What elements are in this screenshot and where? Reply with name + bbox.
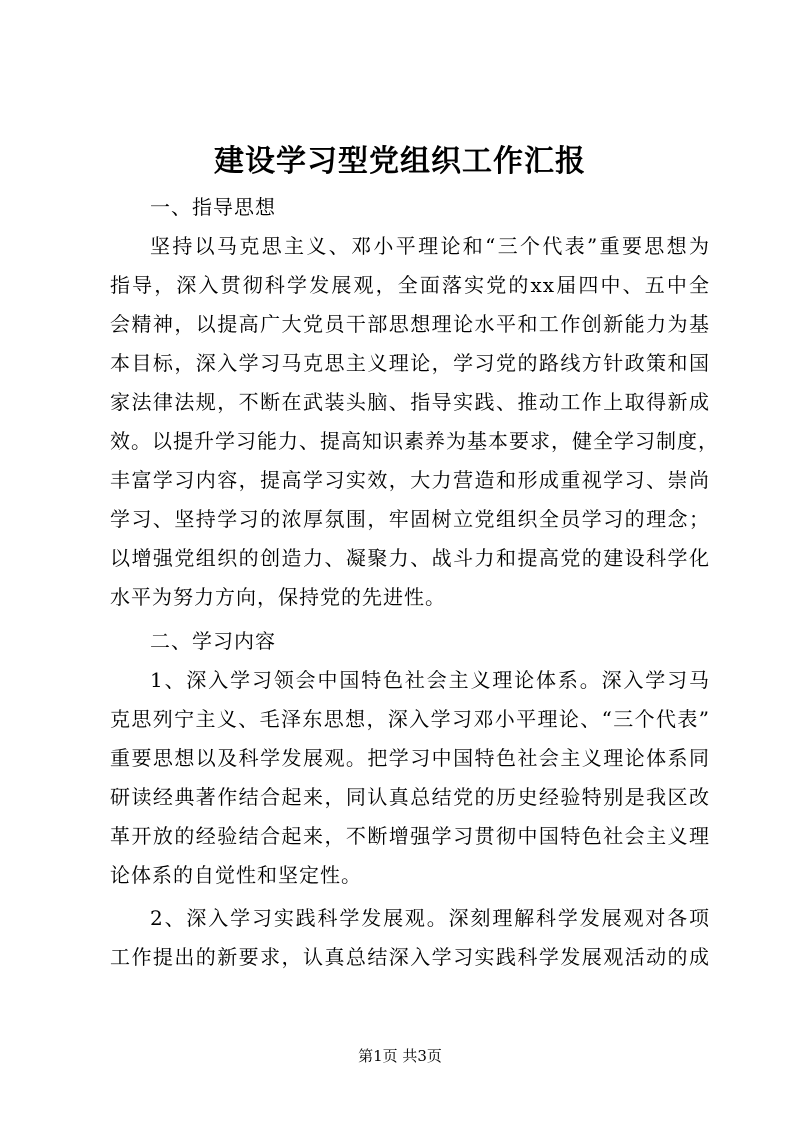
paragraph-line: 家法律法规，不断在武装头脑、指导实践、推动工作上取得新成 [110, 390, 710, 414]
section-heading: 二、学习内容 [150, 629, 276, 653]
paragraph-line: 学习、坚持学习的浓厚氛围，牢固树立党组织全员学习的理念； [110, 507, 710, 531]
paragraph-line: 本目标，深入学习马克思主义理论，学习党的路线方针政策和国 [110, 351, 710, 375]
paragraph-line: 论体系的自觉性和坚定性。 [110, 863, 362, 887]
paragraph-line: 指导，深入贯彻科学发展观，全面落实党的xx届四中、五中全 [110, 273, 710, 297]
paragraph-line: 效。以提升学习能力、提高知识素养为基本要求，健全学习制度， [110, 429, 719, 453]
paragraph [110, 899, 710, 977]
paragraph-line: 研读经典著作结合起来，同认真总结党的历史经验特别是我区改 [110, 785, 710, 809]
document-title: 建设学习型党组织工作汇报 [214, 144, 586, 179]
paragraph-line: 丰富学习内容，提高学习实效，大力营造和形成重视学习、崇尚 [110, 468, 710, 492]
paragraph-line: 以增强党组织的创造力、凝聚力、战斗力和提高党的建设科学化 [110, 546, 710, 570]
paragraph-line: 克思列宁主义、毛泽东思想，深入学习邓小平理论、“三个代表” [110, 707, 710, 731]
paragraph-line: 工作提出的新要求，认真总结深入学习实践科学发展观活动的成 [110, 945, 710, 969]
paragraph-line: 坚持以马克思主义、邓小平理论和“三个代表”重要思想为 [150, 234, 710, 258]
paragraph-line: 1、深入学习领会中国特色社会主义理论体系。深入学习马 [150, 668, 710, 692]
paragraph-line: 革开放的经验结合起来，不断增强学习贯彻中国特色社会主义理 [110, 824, 710, 848]
paragraph-line: 会精神，以提高广大党员干部思想理论水平和工作创新能力为基 [110, 312, 710, 336]
page-number-footer: 第1页 共3页 [358, 1047, 442, 1065]
paragraph [110, 227, 719, 617]
paragraph-line: 重要思想以及科学发展观。把学习中国特色社会主义理论体系同 [110, 746, 710, 770]
paragraph [110, 661, 710, 895]
document-body [110, 187, 719, 977]
section-heading: 一、指导思想 [150, 195, 276, 219]
paragraph-line: 2、深入学习实践科学发展观。深刻理解科学发展观对各项 [150, 906, 710, 930]
paragraph-line: 水平为努力方向，保持党的先进性。 [110, 585, 446, 609]
